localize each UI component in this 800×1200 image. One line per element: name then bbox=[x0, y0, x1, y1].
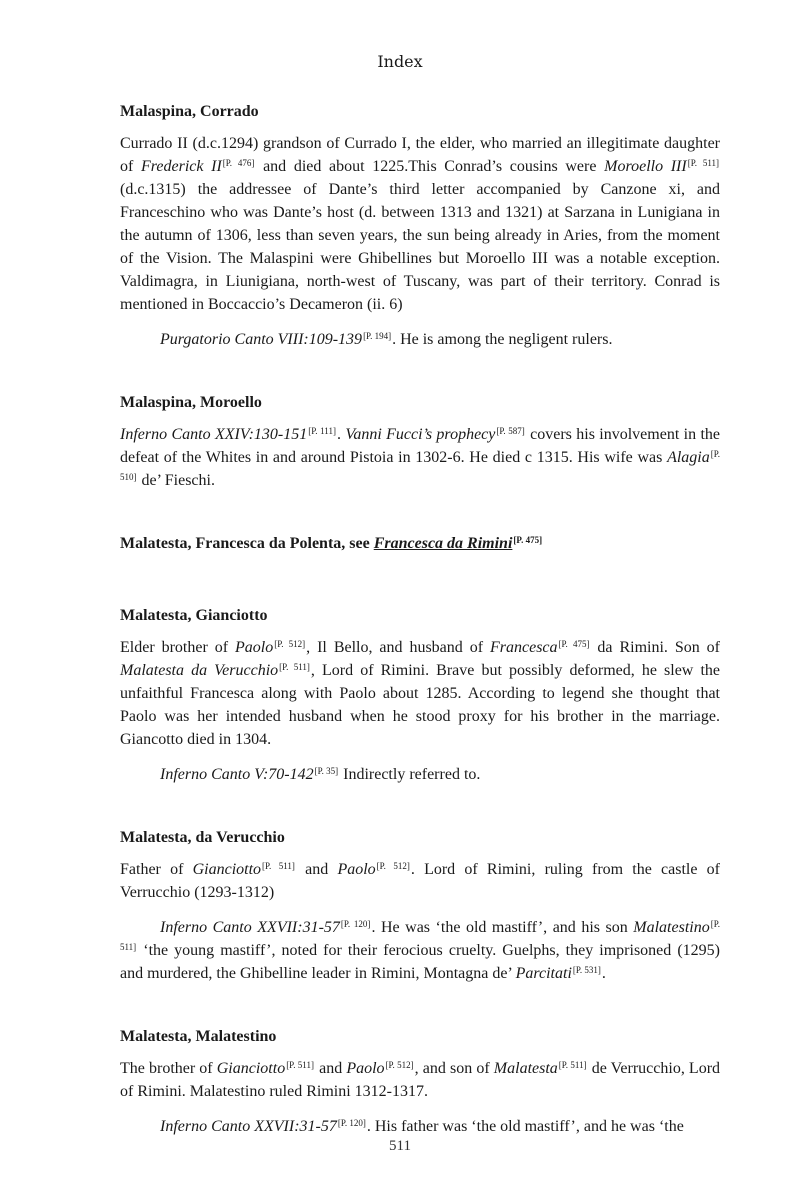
page-reference: [P. 511] bbox=[120, 919, 720, 952]
text-run: Currado II (d.c.1294) grandson of Currado I, the elder, who married an illegitimate daughter of bbox=[120, 135, 720, 175]
text-run: da Rimini. Son of bbox=[590, 639, 721, 656]
index-entry bbox=[120, 826, 720, 985]
text-run: Father of bbox=[120, 861, 193, 878]
page-reference: [P. 194] bbox=[363, 331, 392, 341]
page-reference: [P. 120] bbox=[340, 919, 371, 929]
entry-body bbox=[120, 636, 720, 751]
entry-spacer bbox=[120, 786, 720, 826]
entry-heading-text: Malatesta, Gianciotto bbox=[120, 607, 268, 624]
cross-reference-link: Francesca bbox=[490, 639, 558, 656]
page-reference: [P. 511] bbox=[286, 1060, 314, 1070]
entry-heading-text: Malaspina, Moroello bbox=[120, 394, 262, 411]
entry-heading-text: Malatesta, Francesca da Polenta, see bbox=[120, 535, 374, 552]
cross-reference-link: Malatesta da Verucchio bbox=[120, 662, 279, 679]
page-number: 511 bbox=[389, 1138, 411, 1154]
index-entry bbox=[120, 1025, 720, 1138]
text-run: . bbox=[336, 426, 346, 443]
cross-reference-link: Paolo bbox=[346, 1060, 385, 1077]
text-run: and bbox=[314, 1060, 347, 1077]
entry-spacer bbox=[120, 985, 720, 1025]
text-run: The brother of bbox=[120, 1060, 217, 1077]
page-reference: [P. 475] bbox=[558, 639, 590, 649]
canto-reference bbox=[120, 916, 720, 985]
text-run: . Lord of Rimini, ruling from the castle of Verrucchio (1293-1312) bbox=[120, 861, 720, 901]
entry-body bbox=[120, 423, 720, 492]
canto-reference bbox=[120, 1115, 720, 1138]
entry-body bbox=[120, 132, 720, 316]
text-run: and died about 1225.This Conrad’s cousins were bbox=[255, 158, 605, 175]
text-run: . bbox=[601, 965, 606, 982]
cross-reference-link: Malatesta bbox=[493, 1060, 558, 1077]
text-run: ‘the young mastiff’, noted for their ferocious cruelty. Guelphs, they imprisoned (1295) and murdered, the Ghibelline leader in Rimini, Montagna de’ bbox=[120, 942, 720, 982]
entry-spacer bbox=[120, 351, 720, 391]
page-reference: [P. 587] bbox=[496, 426, 525, 436]
page-reference: [P. 512] bbox=[385, 1060, 414, 1070]
index-entry bbox=[120, 532, 720, 556]
cross-reference-link: Vanni Fucci’s prophecy bbox=[345, 426, 496, 443]
text-run: Elder brother of bbox=[120, 639, 235, 656]
page-reference: [P. 111] bbox=[308, 426, 336, 436]
page-reference: [P. 475] bbox=[513, 535, 543, 545]
text-run: , Lord of Rimini. Brave but possibly deformed, he slew the unfaithful Francesca along with Paolo about 1285. According to legend she thought that Paolo was her intended husband when he stood proxy for his brother in the marriage. Giancotto died in 1304. bbox=[120, 662, 721, 748]
cross-reference-link: Inferno Canto XXVII:31-57 bbox=[160, 919, 340, 936]
cross-reference-link: Inferno Canto XXIV:130-151 bbox=[120, 426, 308, 443]
text-run: , and son of bbox=[414, 1060, 494, 1077]
text-run: and bbox=[295, 861, 338, 878]
cross-reference-link: Malatestino bbox=[633, 919, 710, 936]
cross-reference-link: Inferno Canto XXVII:31-57 bbox=[160, 1118, 337, 1135]
entry-heading bbox=[120, 100, 720, 124]
text-run: . His father was ‘the old mastiff’, and he was ‘the bbox=[366, 1118, 684, 1135]
page-reference: [P. 510] bbox=[120, 449, 720, 482]
page-reference: [P. 511] bbox=[687, 158, 720, 168]
entry-heading-text: Malatesta, Malatestino bbox=[120, 1028, 277, 1045]
index-entry bbox=[120, 604, 720, 786]
text-run: de Verrucchio, Lord of Rimini. Malatestino ruled Rimini 1312-1317. bbox=[120, 1060, 721, 1100]
index-entry bbox=[120, 391, 720, 492]
entry-body bbox=[120, 1057, 720, 1103]
entry-heading-text: Malatesta, da Verucchio bbox=[120, 829, 285, 846]
page-reference: [P. 511] bbox=[279, 662, 310, 672]
cross-reference-link: Purgatorio Canto VIII:109-139 bbox=[160, 331, 363, 348]
page-reference: [P. 531] bbox=[572, 965, 601, 975]
cross-reference-link: Frederick II bbox=[140, 158, 222, 175]
text-run: Indirectly referred to. bbox=[339, 766, 481, 783]
cross-reference-link: Gianciotto bbox=[216, 1060, 286, 1077]
cross-reference-link: Inferno Canto V:70-142 bbox=[160, 766, 314, 783]
cross-reference-link: Parcitati bbox=[515, 965, 572, 982]
page-reference: [P. 511] bbox=[558, 1060, 587, 1070]
entry-heading bbox=[120, 391, 720, 415]
canto-reference bbox=[120, 328, 720, 351]
text-run: , Il Bello, and husband of bbox=[306, 639, 490, 656]
entry-spacer bbox=[120, 492, 720, 532]
page-reference: [P. 120] bbox=[337, 1118, 366, 1128]
entry-heading bbox=[120, 1025, 720, 1049]
cross-reference-link: Gianciotto bbox=[192, 861, 262, 878]
heading-cross-reference-link: Francesca da Rimini bbox=[373, 535, 513, 552]
index-entry bbox=[120, 100, 720, 351]
text-run: covers his involvement in the defeat of the Whites in and around Pistoia in 1302-6. He died c 1315. His wife was bbox=[120, 426, 721, 466]
text-run: (d.c.1315) the addressee of Dante’s third letter accompanied by Canzone xi, and Franceschino who was Dante’s host (d. between 1313 and 1321) at Sarzana in Lunigiana in the autumn of 1306, less than seven years, the sun being already in Aries, from the moment of the Vision. The Malaspini were Ghibellines but Moroello III was a notable exception. Valdimagra, in Liunigiana, north-west of Tuscany, was part of their territory. Conrad is mentioned in Boccaccio’s Decameron (ii. 6) bbox=[120, 181, 720, 313]
page-reference: [P. 35] bbox=[314, 766, 339, 776]
page-reference: [P. 512] bbox=[376, 861, 410, 871]
entry-heading bbox=[120, 826, 720, 850]
page-reference: [P. 512] bbox=[274, 639, 306, 649]
text-run: de’ Fieschi. bbox=[137, 472, 215, 489]
running-header: Index bbox=[377, 52, 423, 71]
cross-reference-link: Moroello III bbox=[604, 158, 687, 175]
entry-heading bbox=[120, 532, 720, 556]
canto-reference bbox=[120, 763, 720, 786]
entry-heading-text: Malaspina, Corrado bbox=[120, 103, 259, 120]
page-reference: [P. 476] bbox=[222, 158, 255, 168]
cross-reference-link: Paolo bbox=[235, 639, 274, 656]
index-content bbox=[120, 100, 720, 1138]
text-run: . He is among the negligent rulers. bbox=[392, 331, 613, 348]
cross-reference-link: Paolo bbox=[337, 861, 376, 878]
entry-body bbox=[120, 858, 720, 904]
cross-reference-link: Alagia bbox=[667, 449, 710, 466]
page-reference: [P. 511] bbox=[262, 861, 295, 871]
entry-heading bbox=[120, 604, 720, 628]
text-run: . He was ‘the old mastiff’, and his son bbox=[371, 919, 634, 936]
entry-spacer bbox=[120, 564, 720, 604]
